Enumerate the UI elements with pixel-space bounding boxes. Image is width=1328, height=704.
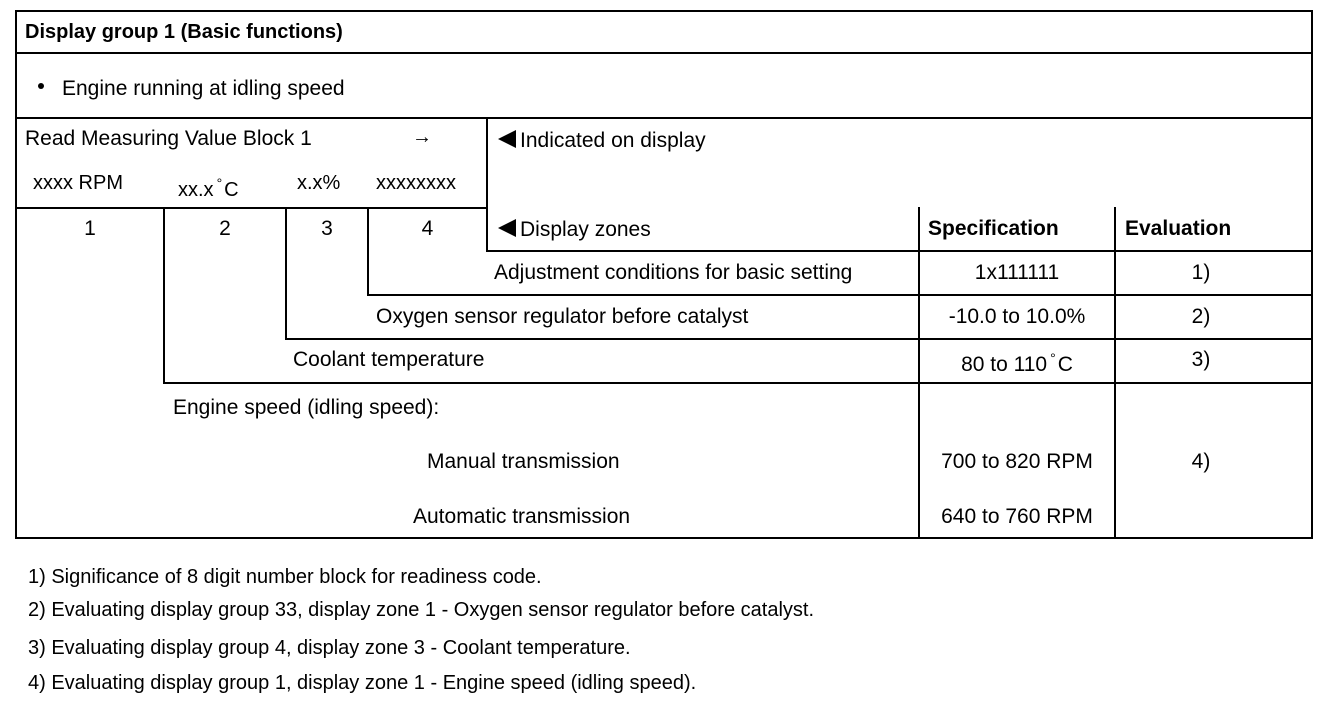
values-divider: [15, 207, 488, 209]
footnote-3: 3) Evaluating display group 4, display zone 3 - Coolant temperature.: [28, 637, 631, 659]
value-percent: x.x%: [297, 172, 341, 194]
display-zones-text: Display zones: [520, 218, 651, 241]
indicated-on-display: [498, 129, 706, 153]
condition-text: Engine running at idling speed: [62, 77, 345, 100]
row-adjustment-eval: 1): [1191, 261, 1211, 284]
manual-transmission-spec: 700 to 820 RPM: [941, 450, 1093, 473]
value-temp: [178, 175, 239, 202]
row-oxygen-eval: 2): [1191, 305, 1211, 328]
pointer-triangle-icon: [498, 130, 516, 148]
automatic-transmission-spec: 640 to 760 RPM: [941, 505, 1093, 528]
zone-number-4: 4: [421, 217, 434, 240]
value-code: xxxxxxxx: [376, 172, 456, 194]
frame-bottom: [15, 537, 1313, 539]
display-zones-label: [498, 218, 651, 242]
title-divider: [15, 52, 1313, 54]
manual-transmission-label: Manual transmission: [427, 450, 620, 473]
row-coolant-eval: 3): [1191, 348, 1211, 371]
row-oxygen-spec: -10.0 to 10.0%: [948, 305, 1086, 328]
coolant-spec-range: 80 to 110: [961, 353, 1048, 376]
footnote-1: 1) Significance of 8 digit number block for readiness code.: [28, 566, 542, 588]
row-coolant-label: Coolant temperature: [293, 348, 485, 371]
spec-header: Specification: [928, 217, 1059, 240]
row2-divider: [285, 338, 1313, 340]
condition-row: [38, 77, 345, 101]
row-coolant-spec: [920, 350, 1114, 377]
pointer-triangle-icon: [498, 219, 516, 237]
frame-top: [15, 10, 1313, 12]
frame-right: [1311, 10, 1313, 539]
row-engine-speed-eval: 4): [1191, 450, 1211, 473]
zone-col-4-right: [486, 117, 488, 252]
degree-symbol: °: [216, 175, 223, 191]
header-divider: [486, 250, 1313, 252]
value-temp-unit: C: [224, 179, 239, 201]
coolant-spec-unit: C: [1057, 353, 1073, 376]
footnote-2: 2) Evaluating display group 33, display zone 1 - Oxygen sensor regulator before catalyst.: [28, 599, 814, 621]
row1-divider: [367, 294, 1313, 296]
condition-divider: [15, 117, 1313, 119]
row-adjustment-spec: 1x111111: [974, 261, 1060, 284]
value-rpm: xxxx RPM: [33, 172, 123, 194]
degree-symbol: °: [1050, 350, 1056, 366]
read-block-label: Read Measuring Value Block 1: [25, 127, 312, 150]
footnote-4: 4) Evaluating display group 1, display zone 1 - Engine speed (idling speed).: [28, 672, 697, 694]
row-adjustment-label: Adjustment conditions for basic setting: [494, 261, 853, 284]
zone-number-1: 1: [84, 217, 96, 240]
indicated-text: Indicated on display: [520, 129, 706, 152]
table-title: Display group 1 (Basic functions): [25, 21, 343, 43]
row-oxygen-label: Oxygen sensor regulator before catalyst: [376, 305, 749, 328]
frame-left: [15, 10, 17, 539]
zone-number-2: 2: [219, 217, 231, 240]
value-temp-number: xx.x: [178, 179, 214, 201]
arrow-right-icon: →: [412, 126, 432, 148]
zone-number-3: 3: [321, 217, 333, 240]
bullet-icon: [38, 83, 44, 89]
eval-header: Evaluation: [1125, 217, 1232, 240]
row3-divider: [163, 382, 1313, 384]
row-engine-speed-label: Engine speed (idling speed):: [173, 396, 440, 419]
automatic-transmission-label: Automatic transmission: [413, 505, 631, 528]
eval-col-left: [1114, 207, 1116, 539]
